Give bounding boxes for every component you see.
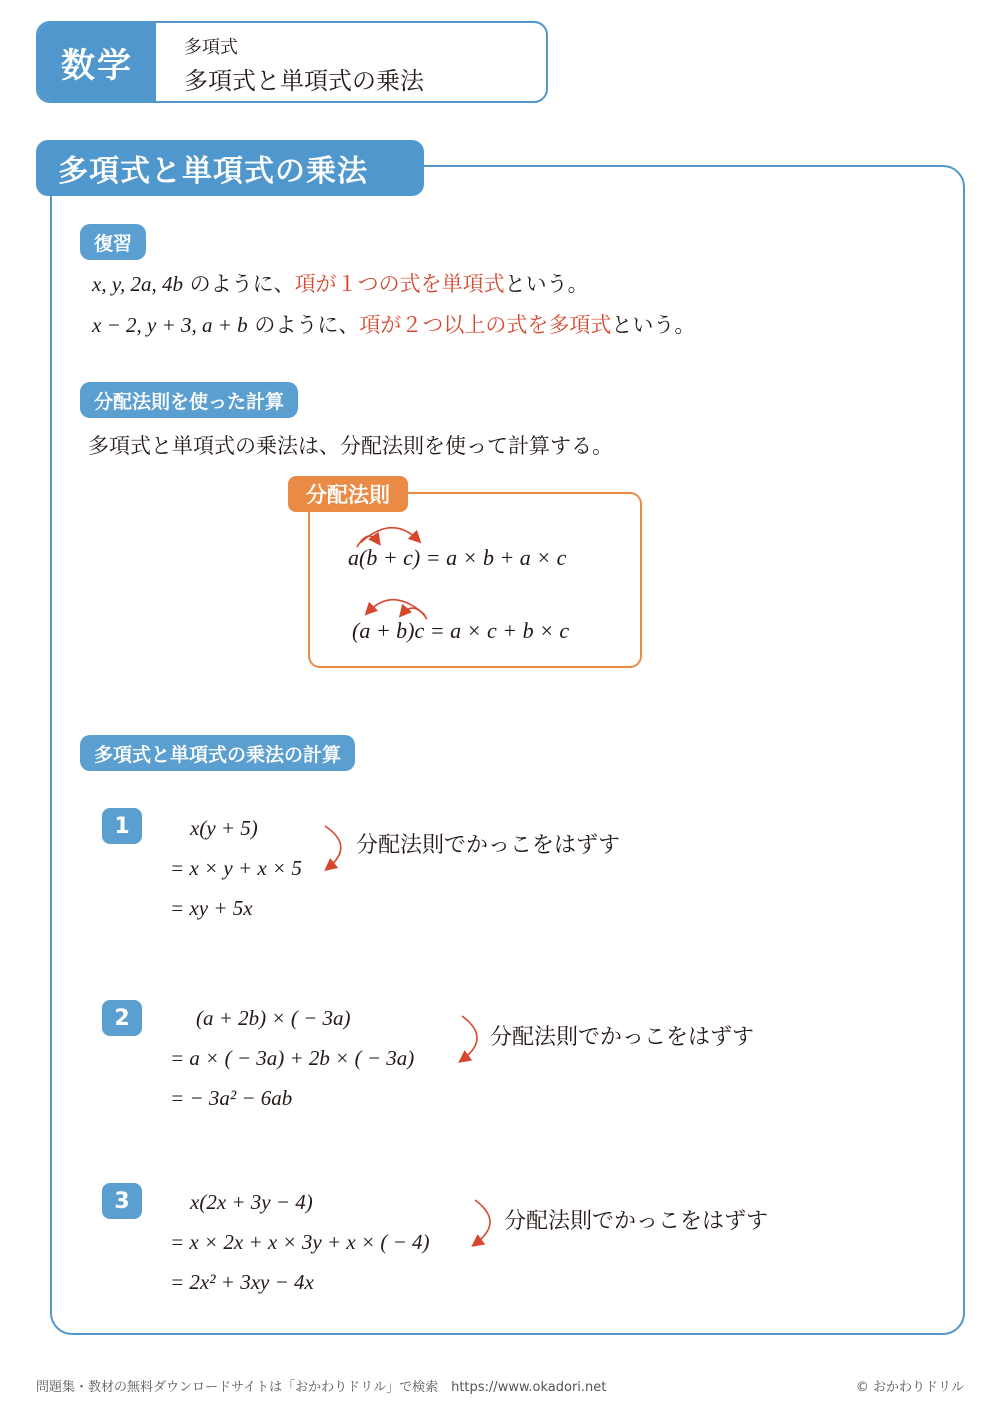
main-title: 多項式と単項式の乗法 xyxy=(36,140,424,196)
header-title: 多項式と単項式の乗法 xyxy=(184,67,424,95)
example-1-line-2: = x × y + x × 5 xyxy=(170,856,302,880)
examples-label: 多項式と単項式の乗法の計算 xyxy=(80,735,355,771)
review-line-2-pre: のように、 xyxy=(247,313,360,337)
review-line-1-math: x, y, 2a, 4b xyxy=(92,272,183,296)
distributive-text: 多項式と単項式の乗法は、分配法則を使って計算する。 xyxy=(88,434,613,458)
example-1-line-1: x(y + 5) xyxy=(190,816,258,840)
distributive-label: 分配法則を使った計算 xyxy=(80,382,298,418)
review-line-2-emphasis: 項が２つ以上の式を多項式 xyxy=(359,313,612,337)
example-1-line-3: = xy + 5x xyxy=(170,896,253,920)
example-2-note: 分配法則でかっこをはずす xyxy=(490,1025,755,1050)
review-line-1-pre: のように、 xyxy=(182,272,295,296)
example-1-number: 1 xyxy=(102,808,142,844)
example-3-line-2: = x × 2x + x × 3y + x × ( − 4) xyxy=(170,1230,430,1254)
rule-equation-1: a(b + c) = a × b + a × c xyxy=(348,545,567,570)
review-line-1-post: という。 xyxy=(504,272,589,296)
example-1-note: 分配法則でかっこをはずす xyxy=(356,833,621,858)
example-2-number: 2 xyxy=(102,1000,142,1036)
header-category: 多項式 xyxy=(184,37,238,58)
example-3-number: 3 xyxy=(102,1183,142,1219)
example-2-line-3: = − 3a² − 6ab xyxy=(170,1086,293,1110)
example-3-line-3: = 2x² + 3xy − 4x xyxy=(170,1270,314,1294)
review-line-2-math: x − 2, y + 3, a + b xyxy=(92,313,248,337)
review-line-1-emphasis: 項が１つの式を単項式 xyxy=(294,272,505,296)
rule-box-label: 分配法則 xyxy=(288,476,408,512)
footer-right: © おかわりドリル xyxy=(855,1380,964,1395)
example-2-line-2: = a × ( − 3a) + 2b × ( − 3a) xyxy=(170,1046,415,1070)
review-line-2-post: という。 xyxy=(611,313,696,337)
rule-equation-2: (a + b)c = a × c + b × c xyxy=(352,618,570,643)
footer-left: 問題集・教材の無料ダウンロードサイトは「おかわりドリル」で検索 https://www.okadori.net xyxy=(36,1380,607,1395)
subject-tab: 数学 xyxy=(38,23,156,101)
example-2-line-1: (a + 2b) × ( − 3a) xyxy=(196,1006,351,1030)
review-line-2 xyxy=(92,309,695,339)
review-line-1 xyxy=(92,268,589,298)
review-label: 復習 xyxy=(80,224,146,260)
example-3-note: 分配法則でかっこをはずす xyxy=(504,1209,769,1234)
example-3-line-1: x(2x + 3y − 4) xyxy=(190,1190,313,1214)
header-box xyxy=(36,21,548,103)
